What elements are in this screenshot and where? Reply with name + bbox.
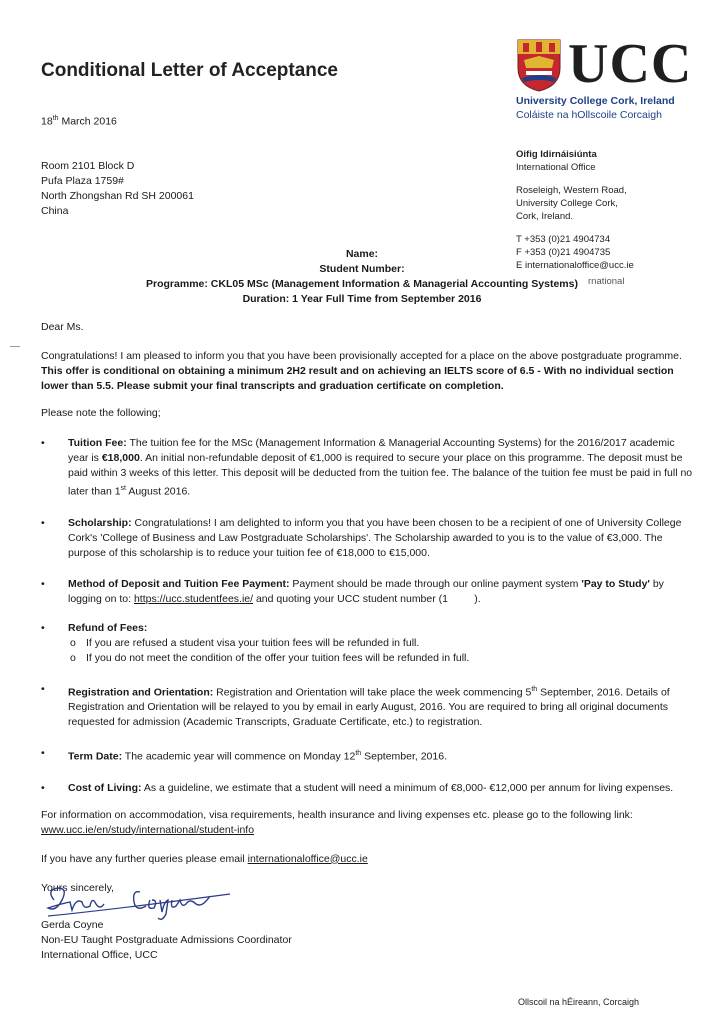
office-title: International Office (516, 162, 596, 173)
student-fees-link[interactable]: https://ucc.studentfees.ie/ (133, 592, 254, 605)
closing-salutation: Yours sincerely, (41, 881, 114, 894)
duration-line: Duration: 1 Year Full Time from September 2016 (242, 293, 482, 305)
bullet-icon: • (41, 682, 45, 695)
student-name-label: Name: (345, 248, 379, 260)
queries-paragraph: If you have any further queries please email internationaloffice@ucc.ie (41, 852, 368, 865)
office-address-line: Cork, Ireland. (516, 211, 574, 222)
congratulations-paragraph: Congratulations! I am pleased to inform you that you have been provisionally accepted for a place on the above postgraduate programme. This offer is conditional on obtaining a minimum 2H2 result and on achieving an IELTS score of 6.5 - With no individual section lower than 5.5. Please submit your final transcripts and graduation certificate on completion. (41, 350, 682, 392)
ucc-wordmark: UCC (568, 33, 693, 95)
cost-of-living-item: • Cost of Living: As a guideline, we estimate that a student will need a minimum of €8,000- €12,000 per annum for living expenses. (41, 781, 674, 794)
salutation: Dear Ms. (41, 321, 84, 333)
office-website-fragment: rnational (588, 276, 625, 287)
tuition-fee-item: • Tuition Fee: The tuition fee for the MSc (Management Information & Managerial Accounting Systems) for the 2016/2017 academic year is €18,000. An initial non-refundable deposit of €1,000 is required to secure your place on this programme. The deposit must be paid within 3 weeks of this letter. This deposit will be deducted from the tuition fee. The balance of the tuition fee must be paid in full no later than 1st August 2016. (41, 437, 693, 498)
refund-sub-item: o If you do not meet the condition of the offer your tuition fees will be refunded in full. (70, 651, 470, 664)
bullet-icon: • (41, 781, 45, 794)
university-irish-name: Coláiste na hOllscoile Corcaigh (516, 109, 662, 121)
refund-item: • Refund of Fees: o If you are refused a student visa your tuition fees will be refunded in full. o If you do not meet the condition of the offer your tuition fees will be refunded in full. (41, 621, 697, 666)
ucc-crest-icon (516, 38, 562, 92)
signatory-office: International Office, UCC (41, 949, 158, 961)
note-line: Please note the following; (41, 407, 161, 419)
ucc-logo (516, 33, 696, 121)
bullet-icon: • (41, 621, 45, 634)
bullet-icon: • (41, 747, 45, 759)
letter-title: Conditional Letter of Acceptance (41, 60, 338, 81)
signature-block (41, 918, 292, 963)
letter-body (41, 320, 697, 896)
registration-item: • Registration and Orientation: Registration and Orientation will take place the week commencing 5th September, 2016. Details of Registration and Orientation will be relayed to you by email in early August, 2016. You are required to bring all original documents requested for admission (Academic Transcripts, Graduate Certificate, etc.) to registration. (41, 682, 670, 728)
office-irish-title: Oifig Idirnáisiúnta (516, 149, 597, 160)
office-phone: T +353 (0)21 4904734 (516, 234, 611, 245)
bullet-icon: • (41, 516, 45, 529)
signatory-role: Non-EU Taught Postgraduate Admissions Coordinator (41, 934, 292, 946)
info-paragraph: For information on accommodation, visa requirements, health insurance and living expenses etc. please go to the following link: www.ucc.ie/en/study/international/student-info (41, 808, 633, 836)
bullet-icon: • (41, 577, 45, 590)
student-number-label: Student Number: (319, 263, 405, 275)
office-email-link[interactable]: internationaloffice@ucc.ie (247, 852, 368, 865)
recipient-address (41, 159, 194, 219)
footer-text: Ollscoil na hÉireann, Corcaigh (518, 997, 640, 1007)
term-date-item: • Term Date: The academic year will commence on Monday 12th September, 2016. (41, 747, 447, 763)
address-line: Room 2101 Block D (41, 160, 135, 172)
address-line: China (41, 205, 69, 217)
office-email: E internationaloffice@ucc.ie (516, 260, 634, 271)
address-line: Pufa Plaza 1759# (41, 175, 124, 187)
office-address-line: Roseleigh, Western Road, (516, 185, 627, 196)
office-fax: F +353 (0)21 4904735 (516, 247, 611, 258)
scholarship-item: • Scholarship: Congratulations! I am delighted to inform you that you have been chosen to be a recipient of one of University College Cork's 'College of Business and Law Postgraduate Scholarships'. The Scholarship awarded to you is to the value of €3,000. The purpose of this scholarship is to reduce your tuition fee of €18,000 to €15,000. (41, 516, 682, 559)
programme-line: Programme: CKL05 MSc (Management Information & Managerial Accounting Systems) (146, 278, 578, 290)
office-address-line: University College Cork, (516, 198, 618, 209)
student-info-link[interactable]: www.ucc.ie/en/study/international/student-info (41, 823, 255, 836)
signatory-name: Gerda Coyne (41, 919, 104, 931)
refund-sub-item: o If you are refused a student visa your tuition fees will be refunded in full. (70, 636, 420, 649)
margin-mark (10, 346, 20, 347)
handwritten-signature-icon (40, 882, 240, 922)
bullet-icon: • (41, 437, 45, 449)
student-details (0, 247, 724, 307)
university-name: University College Cork, Ireland (516, 95, 675, 107)
address-line: North Zhongshan Rd SH 200061 (41, 190, 194, 202)
letter-date: 18th March 2016 (41, 115, 117, 128)
payment-method-item: • Method of Deposit and Tuition Fee Payment: Payment should be made through our online payment system 'Pay to Study' by logging on to: https://ucc.studentfees.ie/ and quoting your UCC student number (1 ). (41, 577, 664, 605)
